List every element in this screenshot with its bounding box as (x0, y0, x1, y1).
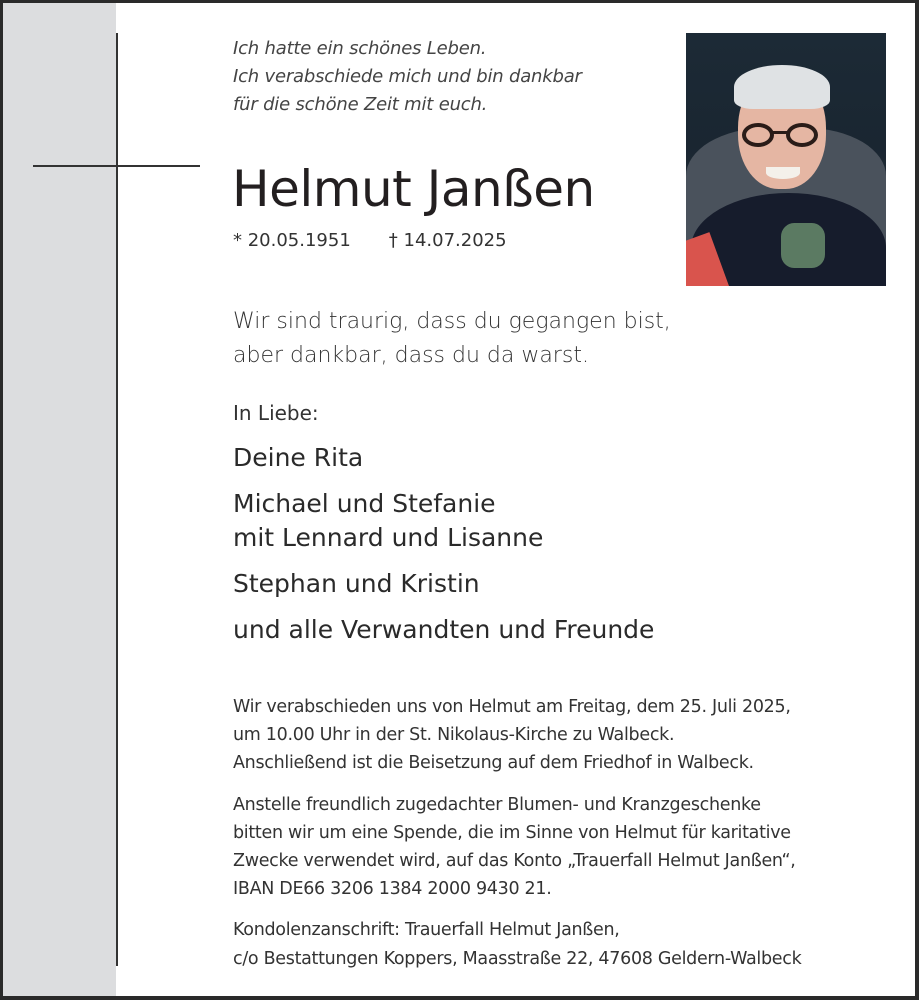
family-group (233, 487, 654, 555)
birth-date: * 20.05.1951 (233, 230, 351, 251)
portrait-photo (686, 33, 886, 286)
family-line: mit Lennard und Lisanne (233, 523, 544, 552)
quote-line: Ich verabschiede mich und bin dankbar (233, 66, 582, 87)
side-band (3, 3, 116, 996)
family-line: Michael und Stefanie (233, 489, 496, 518)
verse-line: aber dankbar, dass du da warst. (233, 343, 589, 368)
donation-line: IBAN DE66 3206 1384 2000 9430 21. (233, 879, 552, 899)
cross-vertical-line (116, 33, 118, 966)
family-list (233, 441, 654, 659)
death-notice (3, 3, 915, 996)
family-group (233, 441, 654, 475)
quote-line: für die schöne Zeit mit euch. (233, 94, 488, 115)
verse-line: Wir sind traurig, dass du gegangen bist, (233, 309, 671, 334)
family-group (233, 567, 654, 601)
cross-horizontal-line (33, 165, 200, 167)
verse (233, 305, 671, 373)
death-date: † 14.07.2025 (388, 230, 507, 251)
deceased-name: Helmut Janßen (232, 160, 595, 218)
life-dates (233, 229, 507, 253)
service-line: Wir verabschieden uns von Helmut am Freitag, dem 25. Juli 2025, (233, 697, 791, 717)
condolence-line: c/o Bestattungen Koppers, Maasstraße 22, 47608 Geldern-Walbeck (233, 949, 802, 969)
donation-line: Zwecke verwendet wird, auf das Konto „Trauerfall Helmut Janßen“, (233, 851, 796, 871)
family-line: Deine Rita (233, 443, 364, 472)
donation-line: bitten wir um eine Spende, die im Sinne von Helmut für karitative (233, 823, 791, 843)
donation-info (233, 791, 795, 903)
glasses-icon (742, 123, 826, 149)
condolence-address (233, 916, 801, 974)
in-liebe-label: In Liebe: (233, 401, 319, 425)
service-info (233, 693, 791, 777)
service-line: um 10.00 Uhr in der St. Nikolaus-Kirche zu Walbeck. (233, 725, 675, 745)
donation-line: Anstelle freundlich zugedachter Blumen- und Kranzgeschenke (233, 795, 761, 815)
opening-quote (233, 35, 582, 119)
family-group (233, 613, 654, 647)
family-line: und alle Verwandten und Freunde (233, 615, 655, 644)
quote-line: Ich hatte ein schönes Leben. (233, 38, 487, 59)
condolence-line: Kondolenzanschrift: Trauerfall Helmut Janßen, (233, 920, 620, 940)
service-line: Anschließend ist die Beisetzung auf dem Friedhof in Walbeck. (233, 753, 754, 773)
family-line: Stephan und Kristin (233, 569, 480, 598)
